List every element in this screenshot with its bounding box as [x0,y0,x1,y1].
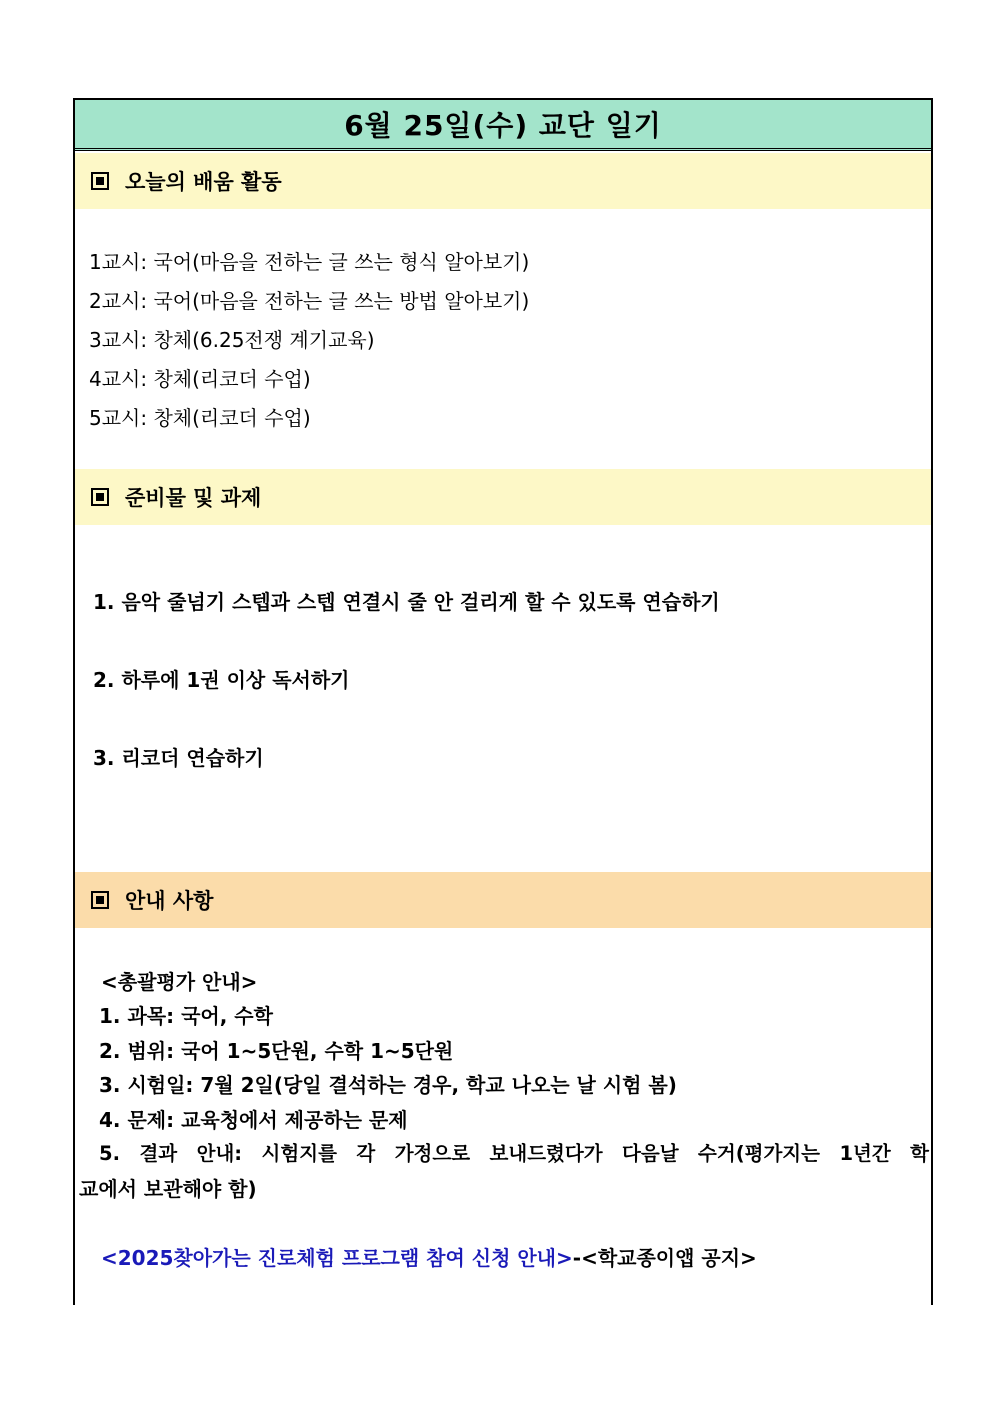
section-notice-header [75,872,931,928]
period-5: 5교시: 창체(리코더 수업) [89,406,311,430]
homework-item-3: 3. 리코더 연습하기 [93,746,264,770]
section-homework-header [75,469,931,525]
notice-item-3: 3. 시험일: 7월 2일(당일 결석하는 경우, 학교 나오는 날 시험 봄) [99,1073,677,1097]
notice-item-2: 2. 범위: 국어 1~5단원, 수학 1~5단원 [99,1039,454,1063]
program-suffix: -<학교종이앱 공지> [572,1246,757,1270]
page-title: 6월 25일(수) 교단 일기 [75,100,931,151]
section-learning-title: 오늘의 배움 활동 [125,170,282,194]
homework-item-2: 2. 하루에 1권 이상 독서하기 [93,668,350,692]
homework-item-1: 1. 음악 줄넘기 스텝과 스텝 연결시 줄 안 걸리게 할 수 있도록 연습하기 [93,590,720,614]
section-learning-header [75,153,931,209]
section-homework-title: 준비물 및 과제 [125,486,262,510]
square-bullet-icon [91,172,109,190]
square-bullet-icon [91,891,109,909]
program-notice [101,1242,757,1271]
period-4: 4교시: 창체(리코더 수업) [89,367,311,391]
period-1: 1교시: 국어(마음을 전하는 글 쓰는 형식 알아보기) [89,250,530,274]
program-link[interactable]: <2025찾아가는 진로체험 프로그램 참여 신청 안내> [101,1246,573,1270]
notice-item-1: 1. 과목: 국어, 수학 [99,1004,273,1028]
notice-item-5: 5. 결과 안내: 시험지를 각 가정으로 보내드렸다가 다음날 수거(평가지는 1년간 학 [99,1142,929,1165]
notice-item-5-cont: 교에서 보관해야 함) [79,1177,257,1201]
notice-subtitle: <총괄평가 안내> [101,970,258,994]
notice-item-4: 4. 문제: 교육청에서 제공하는 문제 [99,1108,408,1132]
period-2: 2교시: 국어(마음을 전하는 글 쓰는 방법 알아보기) [89,289,530,313]
square-bullet-icon [91,488,109,506]
section-notice-title: 안내 사항 [125,889,214,913]
period-3: 3교시: 창체(6.25전쟁 계기교육) [89,328,375,352]
diary-sheet [73,98,933,1305]
